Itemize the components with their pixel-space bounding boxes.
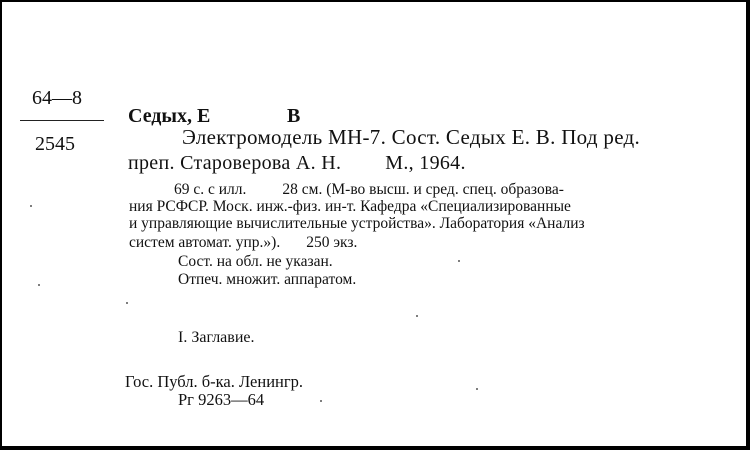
dust-speck [38, 284, 40, 286]
author-mark: 2545 [35, 133, 75, 155]
author-heading: Седых, Е [128, 105, 211, 127]
imprint: М., 1964. [385, 152, 466, 174]
author-initial: В [287, 105, 301, 127]
dust-speck [416, 315, 418, 317]
size-and-series: 28 см. (М-во высш. и сред. спец. образова- [282, 181, 564, 198]
note-compiler: Сост. на обл. не указан. [178, 253, 333, 270]
note-printing: Отпеч. множит. аппаратом. [178, 271, 357, 288]
title-line-2 [128, 153, 466, 173]
collation-line-4 [129, 235, 357, 251]
dust-speck [458, 260, 460, 262]
classification-number: 64—8 [32, 87, 82, 109]
collation-line-1 [174, 182, 564, 198]
registry-number: Рг 9263—64 [178, 390, 265, 409]
print-run: 250 экз. [306, 234, 358, 251]
dust-speck [476, 388, 478, 390]
series-end: систем автомат. упр.»). [129, 234, 281, 251]
dust-speck [320, 400, 322, 402]
dust-speck [30, 205, 32, 207]
library-name: Гос. Публ. б-ка. Ленингр. [125, 372, 304, 391]
subject-tracing: I. Заглавие. [178, 329, 255, 346]
title-line-1: Электромодель МН-7. Сост. Седых Е. В. Под ред. [182, 125, 641, 149]
collation-line-3: и управляющие вычислительные устройства». Лаборатория «Анализ [129, 215, 585, 232]
classification-divider [20, 120, 104, 121]
catalog-card [2, 2, 746, 446]
pagination: 69 с. с илл. [174, 181, 247, 198]
collation-line-2: ния РСФСР. Моск. инж.-физ. ин-т. Кафедра «Специализированные [129, 198, 571, 215]
dust-speck [126, 302, 128, 304]
editor-statement: преп. Староверова А. Н. [128, 152, 342, 174]
